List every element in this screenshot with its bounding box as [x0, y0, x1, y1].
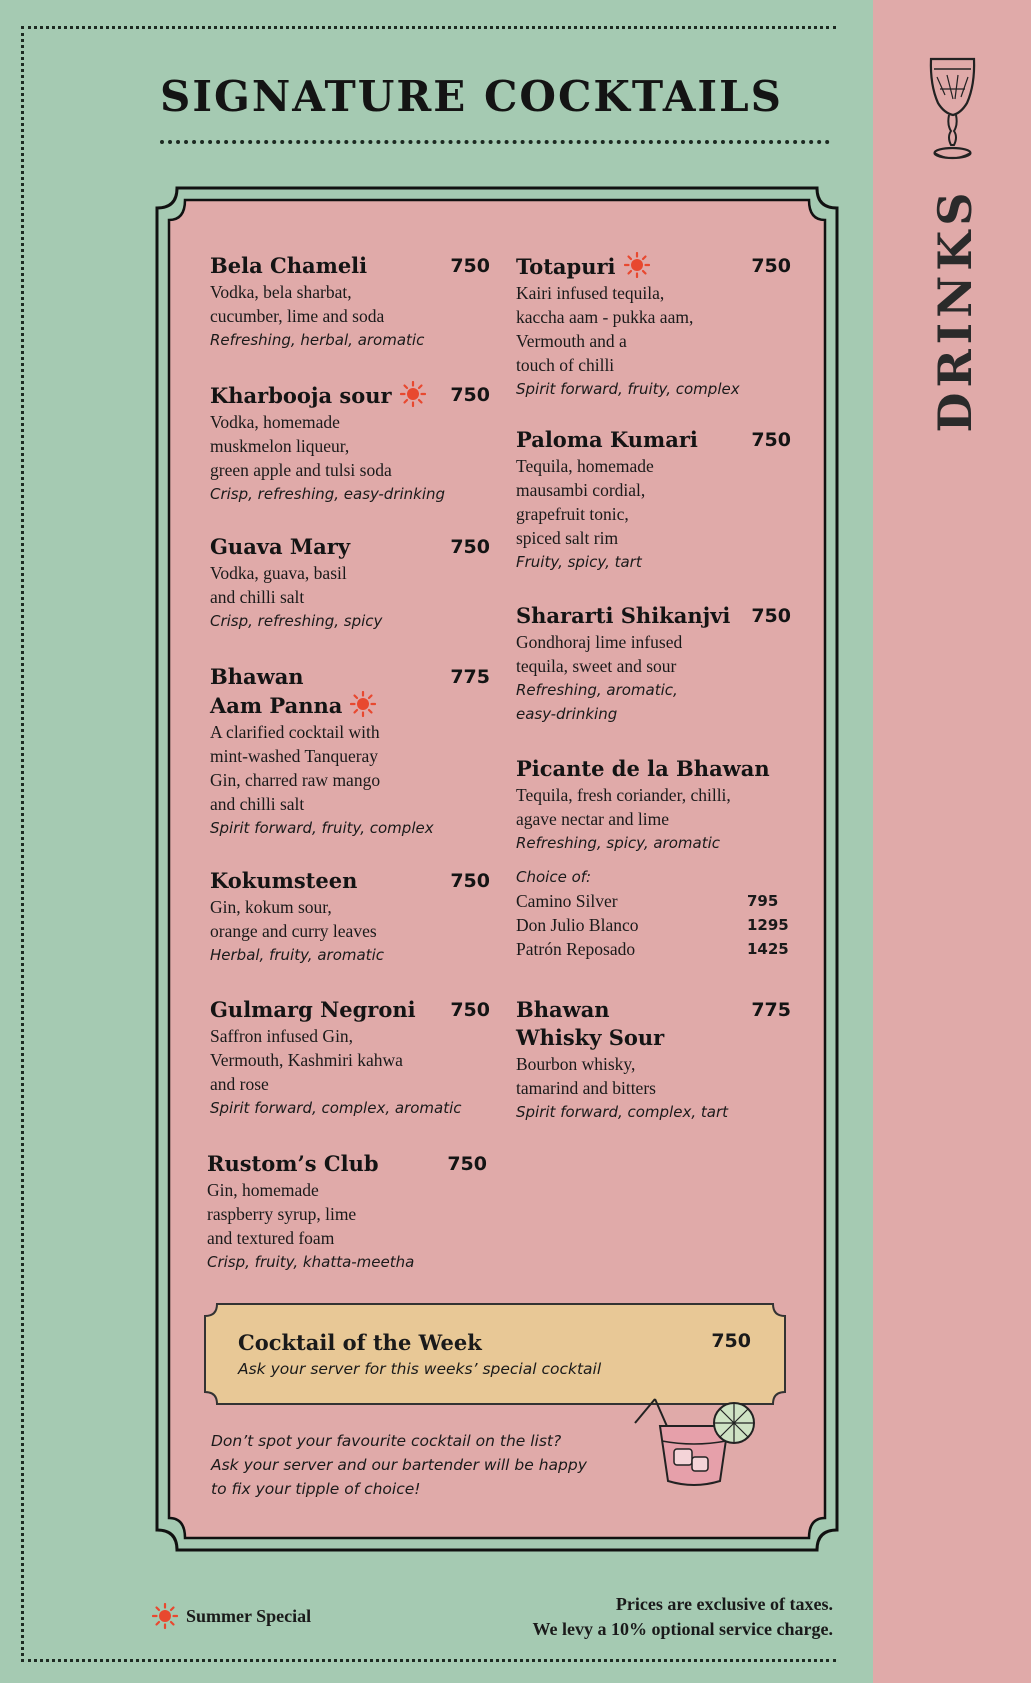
menu-item: [207, 1150, 487, 1274]
menu-item: [210, 533, 490, 633]
item-name: [516, 426, 698, 454]
item-header: [210, 663, 490, 720]
menu-item: [516, 755, 791, 961]
menu-item: [210, 252, 490, 352]
menu-item: [516, 602, 791, 726]
footer-note-line: Ask your server and our bartender will be happy: [211, 1456, 587, 1474]
item-description: Vodka, homemade: [210, 412, 340, 432]
item-header: [516, 602, 791, 630]
item-description: Gin, homemade: [207, 1180, 319, 1200]
drinks-side-label: DRINKS: [928, 187, 982, 433]
wine-glass-icon: [925, 55, 980, 165]
item-description: Vodka, guava, basil: [210, 563, 347, 583]
item-price: 750: [751, 605, 791, 627]
menu-card: [155, 186, 839, 1552]
item-description: Gin, charred raw mango: [210, 770, 381, 790]
item-tasting-notes: Spirit forward, complex, tart: [516, 1103, 728, 1121]
item-price: 750: [450, 536, 490, 558]
item-name-line: Rustom’s Club: [207, 1151, 379, 1176]
item-header: [210, 252, 490, 280]
item-name: [210, 533, 350, 561]
item-price: 750: [751, 429, 791, 451]
footer-note-line: Don’t spot your favourite cocktail on the list?: [211, 1432, 562, 1450]
item-description: cucumber, lime and soda: [210, 306, 385, 326]
item-description: Bourbon whisky,: [516, 1054, 636, 1074]
item-description: raspberry syrup, lime: [207, 1204, 357, 1224]
item-tasting-notes: Spirit forward, fruity, complex: [516, 380, 740, 398]
item-description: mint-washed Tanqueray: [210, 746, 379, 766]
item-name: [210, 867, 357, 895]
item-description: A clarified cocktail with: [210, 722, 380, 742]
item-name-line: Totapuri: [516, 252, 650, 281]
choice-option-price: 1295: [747, 916, 789, 934]
footer-note-line: to fix your tipple of choice!: [211, 1480, 421, 1498]
item-header: [516, 755, 791, 783]
item-header: [207, 1150, 487, 1178]
item-description: Kairi infused tequila,: [516, 283, 665, 303]
item-name: [210, 381, 426, 410]
item-name-line: Bhawan: [516, 997, 610, 1022]
item-description: grapefruit tonic,: [516, 504, 629, 524]
choice-option-name: Patrón Reposado: [516, 939, 636, 959]
item-name: [210, 996, 416, 1024]
item-price: 750: [450, 255, 490, 277]
choice-option-name: Don Julio Blanco: [516, 915, 639, 935]
choice-option-price: 1425: [747, 940, 789, 958]
item-price: 750: [450, 870, 490, 892]
item-name-line: Bhawan: [210, 664, 304, 689]
choice-option-name: Camino Silver: [516, 891, 618, 911]
item-name-line: Whisky Sour: [516, 1025, 665, 1050]
item-name-line: Picante de la Bhawan: [516, 756, 770, 781]
sun-icon: [400, 381, 426, 407]
item-tasting-notes: Refreshing, aromatic,: [516, 681, 678, 699]
menu-item: [210, 996, 490, 1120]
item-description: tamarind and bitters: [516, 1078, 656, 1098]
item-price: 775: [450, 666, 490, 688]
item-name-line: Paloma Kumari: [516, 427, 698, 452]
legend-label: Summer Special: [186, 1605, 312, 1626]
tax-note: [533, 1592, 833, 1642]
cotw-title: Cocktail of the Week: [238, 1330, 482, 1355]
cotw-subtitle: Ask your server for this weeks’ special cocktail: [238, 1360, 602, 1378]
item-tasting-notes: Crisp, refreshing, easy-drinking: [210, 485, 446, 503]
choice-option: [516, 913, 791, 937]
item-name-line: Gulmarg Negroni: [210, 997, 416, 1022]
item-name-line: Bela Chameli: [210, 253, 368, 278]
item-tasting-notes: Crisp, fruity, khatta-meetha: [207, 1253, 415, 1271]
item-description: Tequila, homemade: [516, 456, 654, 476]
menu-item: [210, 867, 490, 967]
item-price: 750: [450, 384, 490, 406]
footer-note: [211, 1429, 631, 1501]
item-price: 750: [450, 999, 490, 1021]
item-header: [516, 996, 791, 1052]
item-description: and textured foam: [207, 1228, 335, 1248]
item-name-line: Shararti Shikanjvi: [516, 603, 731, 628]
item-tasting-notes: Refreshing, spicy, aromatic: [516, 834, 721, 852]
cocktail-glass-icon: [632, 1371, 757, 1496]
page-title: SIGNATURE COCKTAILS: [160, 72, 783, 121]
item-description: touch of chilli: [516, 355, 615, 375]
item-tasting-notes: Spirit forward, complex, aromatic: [210, 1099, 462, 1117]
sun-icon: [152, 1603, 178, 1629]
item-description: orange and curry leaves: [210, 921, 377, 941]
item-description: Tequila, fresh coriander, chilli,: [516, 785, 731, 805]
item-tasting-notes: easy-drinking: [516, 705, 618, 723]
menu-item: [210, 663, 490, 840]
item-header: [516, 426, 791, 454]
menu-item: [516, 426, 791, 574]
tax-line: Prices are exclusive of taxes.: [615, 1594, 833, 1614]
item-tasting-notes: Crisp, refreshing, spicy: [210, 612, 383, 630]
item-description: mausambi cordial,: [516, 480, 646, 500]
item-header: [210, 996, 490, 1024]
summer-special-legend: [152, 1603, 311, 1629]
item-name-line: Kokumsteen: [210, 868, 358, 893]
item-header: [210, 533, 490, 561]
item-description: kaccha aam - pukka aam,: [516, 307, 694, 327]
sun-icon: [350, 691, 376, 717]
item-description: and chilli salt: [210, 794, 305, 814]
cotw-price: 750: [711, 1330, 751, 1352]
item-description: and chilli salt: [210, 587, 305, 607]
item-description: Vermouth, Kashmiri kahwa: [210, 1050, 403, 1070]
item-description: and rose: [210, 1074, 269, 1094]
item-name: [207, 1150, 379, 1178]
item-description: Vermouth and a: [516, 331, 627, 351]
menu-item: [516, 996, 791, 1124]
item-tasting-notes: Fruity, spicy, tart: [516, 553, 642, 571]
item-description: Gondhoraj lime infused: [516, 632, 683, 652]
item-price: 750: [447, 1153, 487, 1175]
choice-option-price: 795: [747, 892, 779, 910]
item-header: [210, 381, 490, 410]
item-name: [516, 996, 664, 1052]
item-tasting-notes: Refreshing, herbal, aromatic: [210, 331, 425, 349]
item-name: [516, 252, 650, 281]
tax-line: We levy a 10% optional service charge.: [532, 1619, 833, 1639]
choice-label: Choice of:: [516, 868, 592, 886]
item-tasting-notes: Herbal, fruity, aromatic: [210, 946, 384, 964]
item-name: [210, 252, 367, 280]
menu-item: [516, 252, 791, 401]
item-name-line: Kharbooja sour: [210, 381, 426, 410]
title-divider: [160, 140, 830, 144]
item-name: [516, 602, 730, 630]
item-name: [516, 755, 770, 783]
item-description: tequila, sweet and sour: [516, 656, 677, 676]
item-name-line: Aam Panna: [210, 691, 376, 720]
choice-option: [516, 889, 791, 913]
choice-option: [516, 937, 791, 961]
item-header: [516, 252, 791, 281]
menu-item: [210, 381, 490, 506]
item-name: [210, 663, 376, 720]
item-description: Vodka, bela sharbat,: [210, 282, 352, 302]
item-price: 750: [751, 255, 791, 277]
item-header: [210, 867, 490, 895]
item-description: muskmelon liqueur,: [210, 436, 350, 456]
item-description: agave nectar and lime: [516, 809, 670, 829]
item-name-line: Guava Mary: [210, 534, 351, 559]
item-description: spiced salt rim: [516, 528, 619, 548]
sun-icon: [624, 252, 650, 278]
item-description: Gin, kokum sour,: [210, 897, 332, 917]
item-description: green apple and tulsi soda: [210, 460, 392, 480]
item-price: 775: [751, 999, 791, 1021]
item-description: Saffron infused Gin,: [210, 1026, 354, 1046]
item-tasting-notes: Spirit forward, fruity, complex: [210, 819, 434, 837]
